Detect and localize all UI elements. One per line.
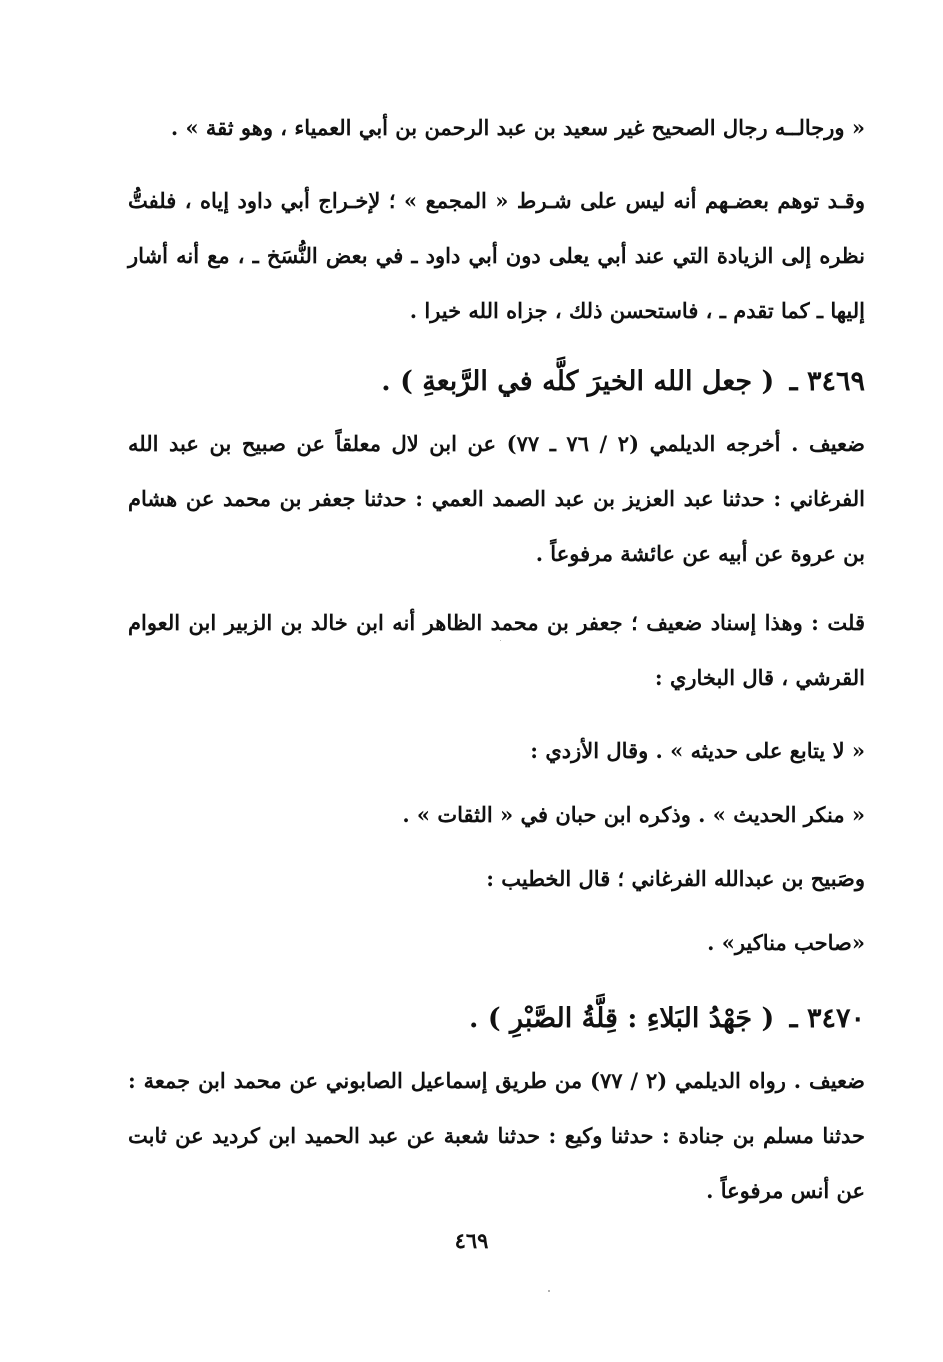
hadith-3470-takhrij: رواه الديلمي (٢ / ٧٧) من طريق إسماعيل الصابوني عن محمد ابن جمعة : حدثنا مسلم بن جنادة : حدثنا وكيع : حدثنا شعبة عن عبد الحميد ابن كرديد عن ثابت عن أنس مرفوعاً .	[128, 1068, 865, 1203]
hadith-3469-comment: قلت : وهذا إسناد ضعيف ؛ جعفر بن محمد الظاهر أنه ابن خالد بن الزبير ابن العوام القرشي ، قال البخاري :	[128, 610, 865, 690]
scan-speck	[548, 1290, 550, 1292]
hadith-3469-grade: ضعيف .	[791, 431, 865, 456]
hadith-3469-quote-azdi: « منكر الحديث » . وذكره ابن حبان في « الثقات » .	[402, 802, 865, 827]
hadith-3470-takhrij-paragraph	[128, 1053, 865, 1218]
hadith-3470-heading	[128, 989, 865, 1049]
page-number: ٤٦٩	[454, 1228, 489, 1253]
hadith-3469-quote-khatib-intro: وصَبيح بن عبدالله الفرغاني ؛ قال الخطيب :	[486, 866, 865, 891]
hadith-3469-quote-bukhari: « لا يتابع على حديثه » . وقال الأزدي :	[530, 738, 865, 763]
hadith-3469-title: ( جعل الله الخيرَ كلَّه في الرَّبعةِ ) .	[381, 366, 775, 397]
hadith-3469-takhrij: أخرجه الديلمي (٢ / ٧٦ ـ ٧٧) عن ابن لال معلقاً عن صبيح بن عبد الله الفرغاني : حدثنا عبد العزيز بن عبد الصمد العمي : حدثنا جعفر بن محمد عن هشام بن عروة عن أبيه عن عائشة مرفوعاً .	[128, 431, 865, 566]
hadith-3470-grade: ضعيف .	[793, 1068, 866, 1093]
hadith-3469-quote-khatib: «صاحب مناكير» .	[707, 930, 865, 955]
paragraph-quote-rijal: « ورجالــه رجال الصحيح غير سعيد بن عبد الرحمن بن أبي العمياء ، وهو ثقة » .	[170, 115, 865, 140]
hadith-3469-number: ٣٤٦٩ ـ	[789, 366, 865, 397]
scan-speck	[500, 640, 501, 641]
hadith-3470-title: ( جَهْدُ البَلاءِ : قِلَّةُ الصَّبْرِ ) .	[469, 1003, 775, 1034]
paragraph-note: وقـد توهم بعضـهم أنه ليس على شـرط « المجمع » ؛ لإخـراج أبي داود إياه ، فلفتُّ نظره إلى الزيادة التي عند أبي يعلى دون أبي داود ـ في بعض النُّسَخ ـ ، مع أنه أشار إليها ـ كما تقدم ـ ، فاستحسن ذلك ، جزاه الله خيرا .	[128, 188, 865, 323]
hadith-3469-heading	[128, 352, 865, 412]
hadith-3469-takhrij-paragraph	[128, 416, 865, 581]
page-content	[128, 100, 865, 1218]
hadith-3470-number: ٣٤٧٠ ـ	[789, 1003, 865, 1034]
